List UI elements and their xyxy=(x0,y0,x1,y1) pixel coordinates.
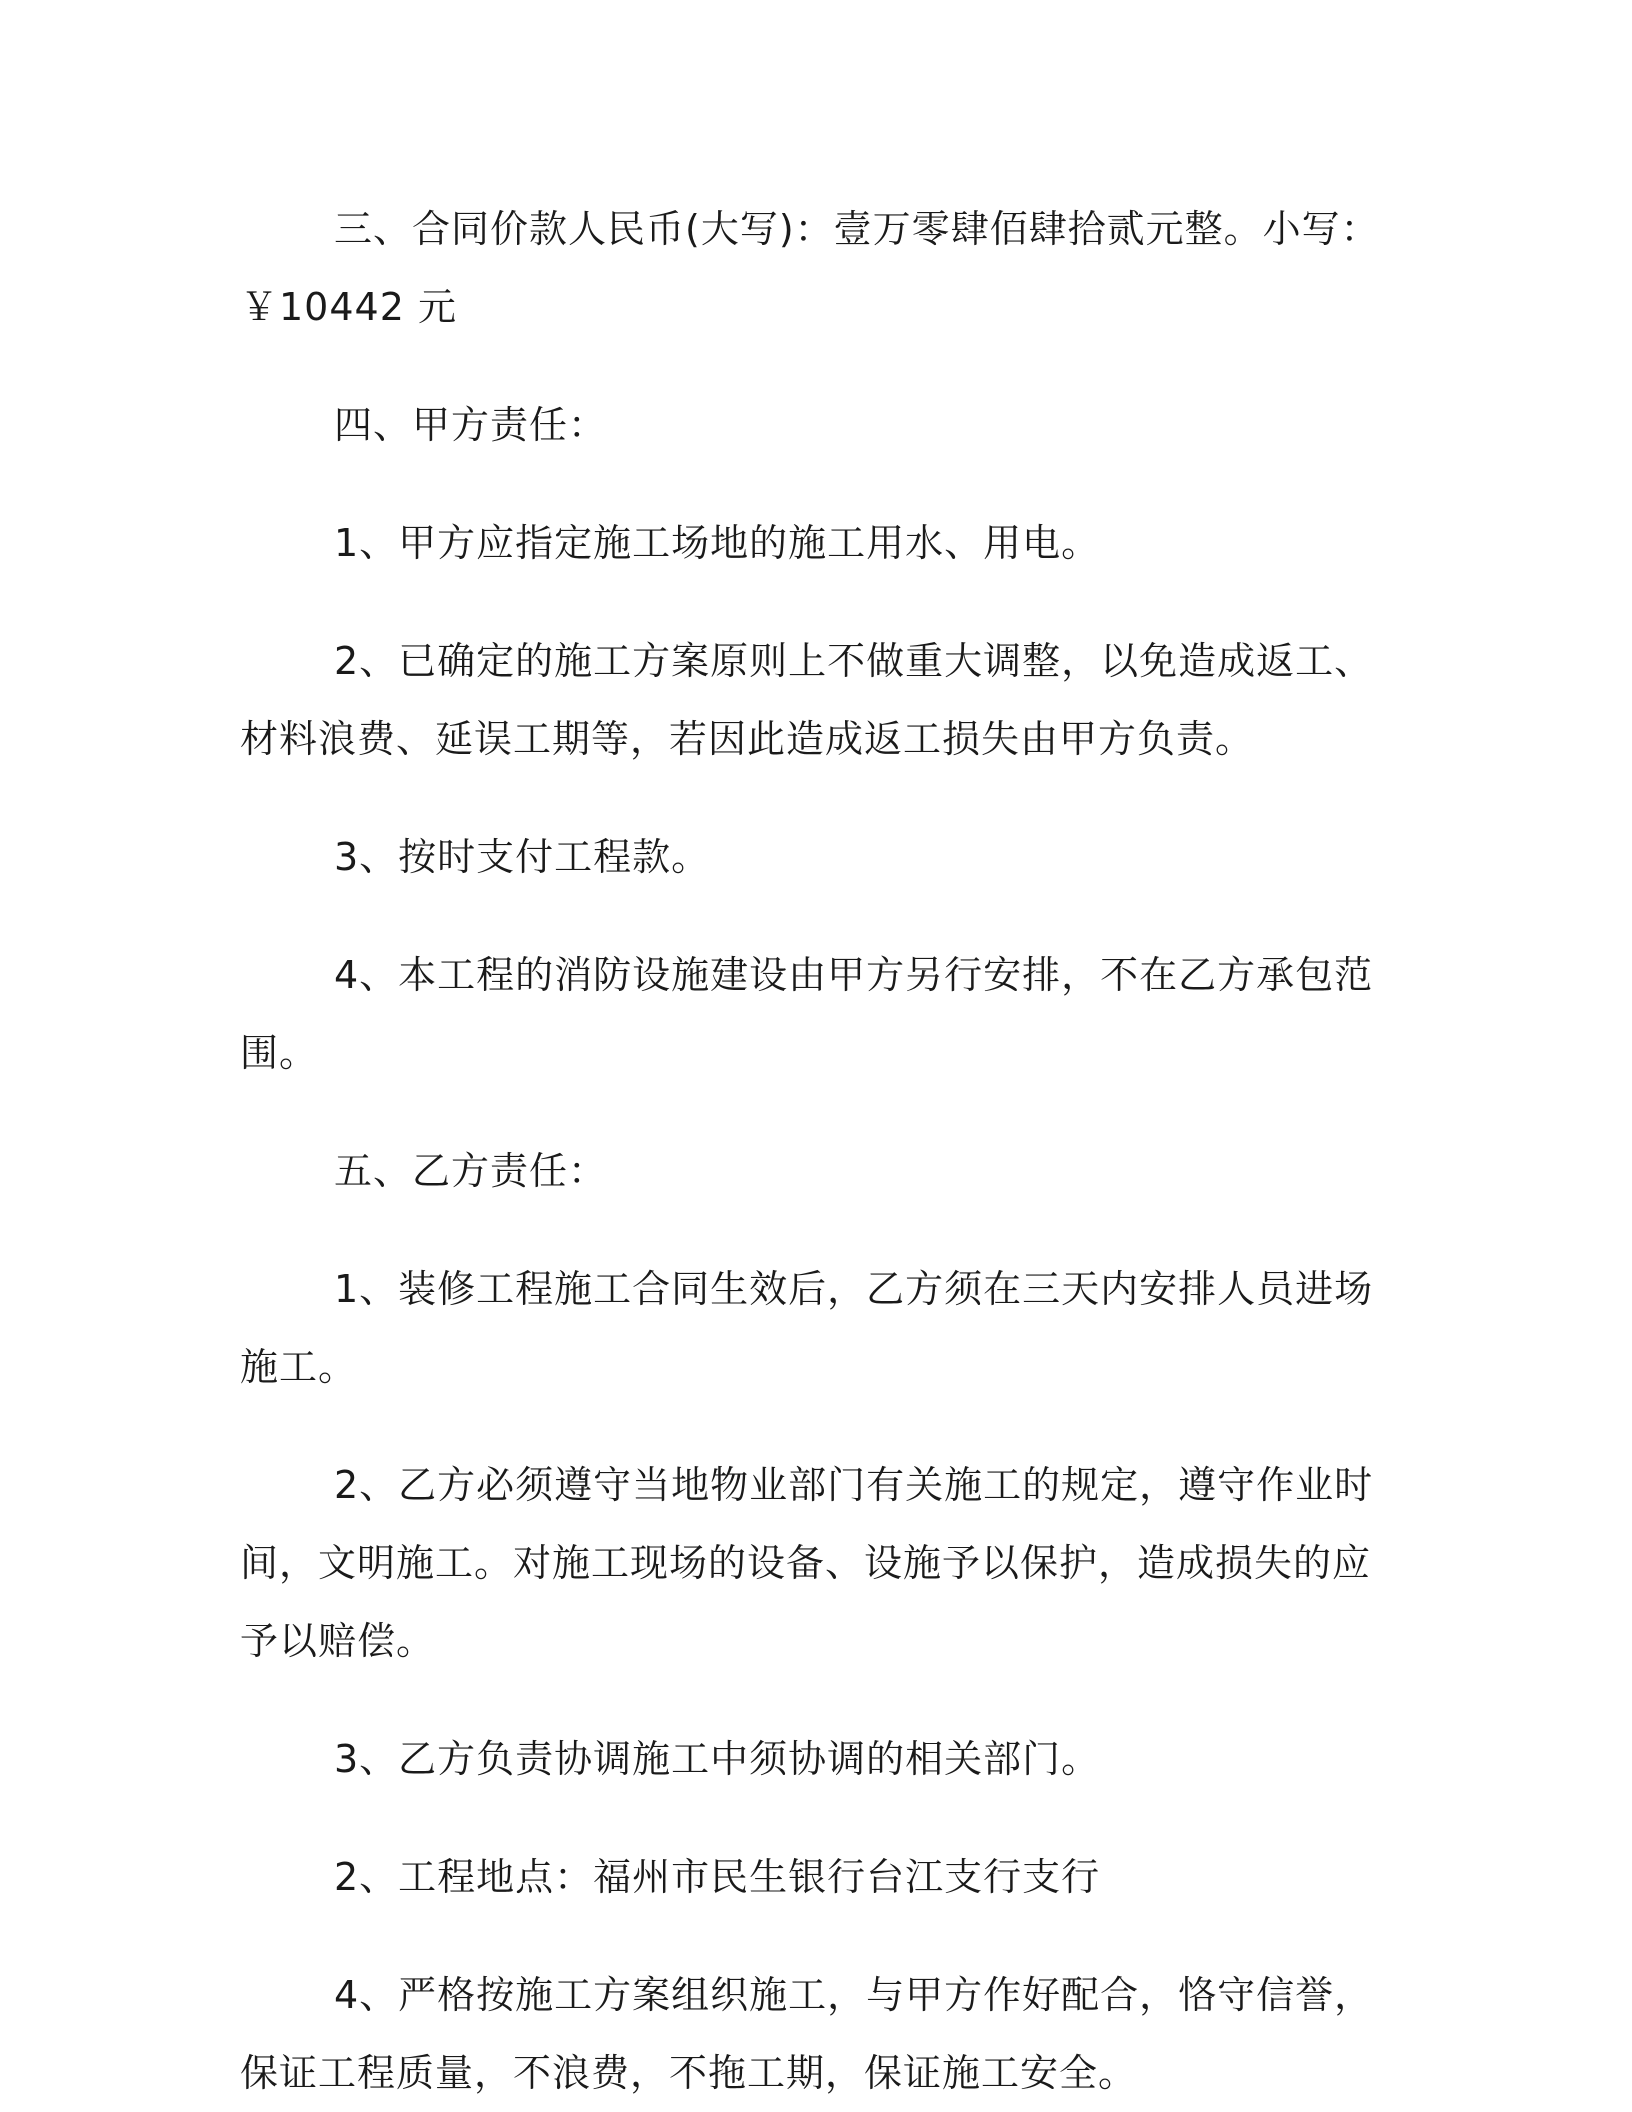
paragraph-party-a-item-1: 1、甲方应指定施工场地的施工用水、用电。 xyxy=(334,521,1101,565)
paragraph-party-b-item-2: 2、乙方必须遵守当地物业部门有关施工的规定，遵守作业时间，文明施工。对施工现场的设备、设施予以保护，造成损失的应予以赔偿。 xyxy=(240,1463,1374,1663)
paragraph-party-a-item-3: 3、按时支付工程款。 xyxy=(334,835,711,879)
paragraph-contract-price: 三、合同价款人民币(大写)：壹万零肆佰肆拾贰元整。小写：￥10442 元 xyxy=(240,207,1380,329)
paragraph-party-a-item-4: 4、本工程的消防设施建设由甲方另行安排，不在乙方承包范围。 xyxy=(240,953,1374,1075)
heading-party-a-responsibilities: 四、甲方责任： xyxy=(334,403,608,447)
paragraph-party-b-item-1: 1、装修工程施工合同生效后，乙方须在三天内安排人员进场施工。 xyxy=(240,1267,1374,1389)
paragraph-project-location: 2、工程地点：福州市民生银行台江支行支行 xyxy=(334,1855,1101,1899)
document-body xyxy=(240,190,1390,2112)
paragraph-party-a-item-2: 2、已确定的施工方案原则上不做重大调整，以免造成返工、材料浪费、延误工期等，若因此造成返工损失由甲方负责。 xyxy=(240,639,1374,761)
paragraph-party-b-item-3: 3、乙方负责协调施工中须协调的相关部门。 xyxy=(334,1737,1101,1781)
heading-party-b-responsibilities: 五、乙方责任： xyxy=(334,1149,608,1193)
paragraph-party-b-item-4: 4、严格按施工方案组织施工，与甲方作好配合，恪守信誉，保证工程质量，不浪费，不拖工期，保证施工安全。 xyxy=(240,1973,1374,2095)
